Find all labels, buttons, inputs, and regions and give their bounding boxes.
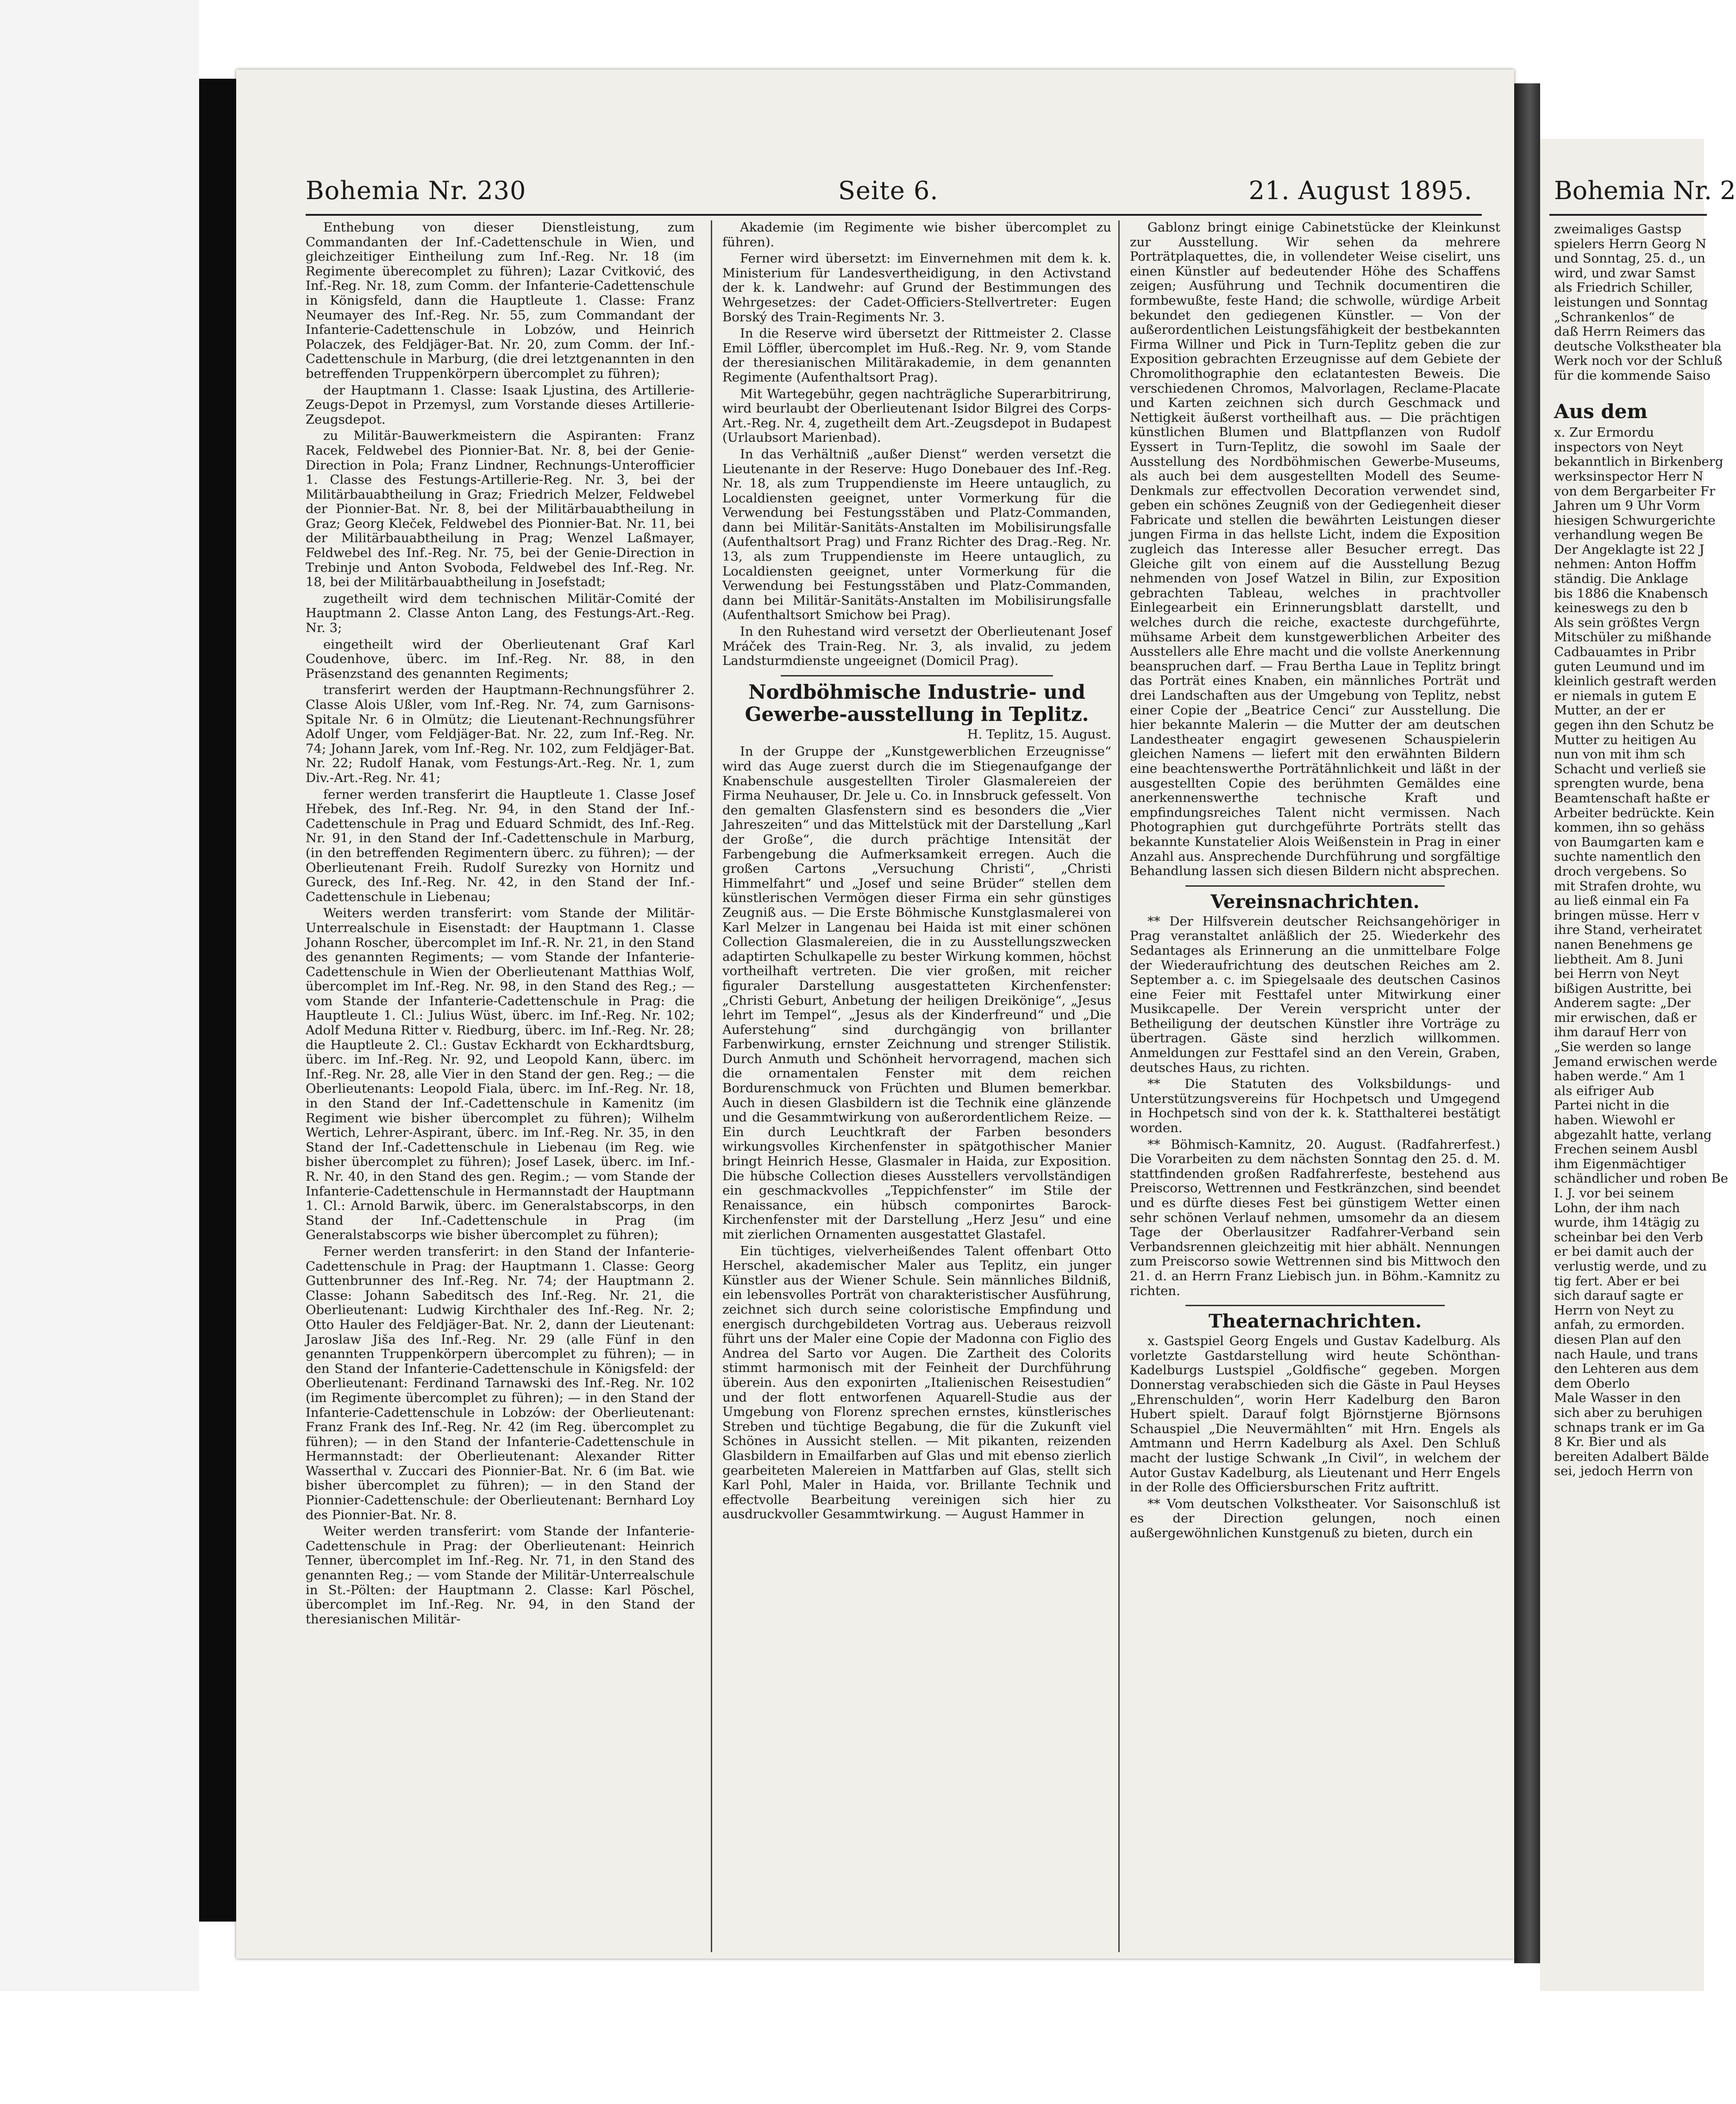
adjacent-text-line: Jahren um 9 Uhr Vorm [1554,498,1700,513]
adjacent-text-line: Schacht und verließ sie [1554,761,1706,776]
adjacent-text-line: guten Leumund und im [1554,659,1705,674]
adjacent-text-line: er niemals in gutem E [1554,688,1697,703]
adjacent-text-line: bißigen Austritte, bei [1554,981,1692,996]
scan-background-left [0,0,199,2104]
paragraph: Ferner werden transferirt: in den Stand der Infanterie-Cadettenschule in Prag: der Hauptmann 1. Classe: Georg Guttenbrunner des Inf.-Reg. Nr. 74; der Hauptmann 2. Classe: Johann Sabeditsch des Inf.-Reg. Nr. 21, die Oberlieutenant: Ludwig Kirchthaler des Inf.-Reg. Nr. 2; Otto Hauler des Feldjäger-Bat. Nr. 2, dann der Lieutenant: Jaroslaw Jiša des Inf.-Reg. Nr. 29 (alle Fünf in den genannten Truppenkörpern übercomplet zu führen); — in den Stand der Infanterie-Cadettenschule in Königsfeld: der Oberlieutenant: Ferdinand Tarnawski des Inf.-Reg. Nr. 102 (im Regimente übercomplet zu führen); — in den Stand der Infanterie-Cadettenschule in Lobzów: der Oberlieutenant: Franz Frank des Inf.-Reg. Nr. 42 (im Reg. übercomplet zu führen); — in den Stand der Infanterie-Cadettenschule in Hermannstadt: der Oberlieutenant: Alexander Ritter Wasserthal v. Zuccari des Pionnier-Bat. Nr. 6 (im Bat. wie bisher übercomplet zu führen); — in den Stand der Pionnier-Cadettenschule: der Oberlieutenant: Bernhard Loy des Pionnier-Bat. Nr. 8. [306,1244,695,1522]
adjacent-text-line: Male Wasser in den [1554,1390,1681,1406]
paragraph: Weiter werden transferirt: vom Stande der Infanterie-Cadettenschule in Prag: der Oberlieutenant: Heinrich Tenner, übercomplet im Inf.-Reg. Nr. 71, in den Stand des genannten Reg.; — vom Stande der Militär-Unterrealschule in St.-Pölten: der Hauptmann 2. Classe: Karl Pöschel, übercomplet im Inf.-Reg. Nr. 94, in den Stand der theresianischen Militär- [306,1524,695,1627]
adjacent-text-line: suchte namentlich den [1554,849,1701,864]
paragraph: zu Militär-Bauwerkmeistern die Aspiranten: Franz Racek, Feldwebel des Pionnier-Bat. Nr. 8, bei der Genie-Direction in Pola; Franz Lindner, Rechnungs-Unterofficier 1. Classe des Festungs-Artillerie-Reg. Nr. 3, bei der Militärbauabtheilung in Graz; Friedrich Melzer, Feldwebel der Pionnier-Bat. Nr. 8, bei der Militärbauabtheilung in Graz; Georg Kleček, Feldwebel des Pionnier-Bat. Nr. 11, bei der Militärbauabtheilung in Prag; Wenzel Laßmayer, Feldwebel des Inf.-Reg. Nr. 75, bei der Genie-Direction in Trebinje und Anton Svoboda, Feldwebel des Inf.-Reg. Nr. 18, bei der Militärbauabtheilung in Josefstadt; [306,428,695,590]
adjacent-text-line: sprengten wurde, bena [1554,776,1704,791]
adjacent-header-rule [1549,214,1707,216]
paragraph: Gablonz bringt einige Cabinetstücke der Kleinkunst zur Ausstellung. Wir sehen da mehrere Porträtplaquettes, die, in vollendeter Weise ciselirt, uns einen Künstler auf bedeutender Höhe des Schaffens zeigen; Ausführung und Technik documentiren die formbewußte, feste Hand; die schwolle, würdige Arbeit bekundet den gediegenen Künstler. — Von der außerordentlichen Leistungsfähigkeit der bestbekannten Firma Willner und Pick in Turn-Teplitz geben die zur Exposition gebrachten Erzeugnisse auf dem Gebiete der Chromolithographie den eclatantesten Beweis. Die verschiedenen Chromos, Malvorlagen, Reclame-Placate und Karten zeichnen sich durch Geschmack und Nettigkeit äußerst vortheilhaft aus. — Die prächtigen künstlichen Blumen und Blattpflanzen von Rudolf Eyssert in Turn-Teplitz, die sowohl im Saale der Ausstellung des Nordböhmischen Gewerbe-Museums, als auch bei dem ausgestellten Modell des Seume-Denkmals zur effectvollen Decoration verwendet sind, geben ein schönes Zeugniß von der Gediegenheit dieser Fabricate und stellen die bewährten Leistungen dieser jungen Firma in das hellste Licht, indem die Exposition zugleich das Interesse aller Besucher erregt. Das Gleiche gilt von einem auf die Ausstellung Bezug nehmenden von Josef Watzel in Bilin, zur Exposition gebrachten Tableau, welches in prachtvoller Einlegearbeit ein Erinnerungsblatt darstellt, und welches durch die reiche, exacteste durchgeführte, mühsame Arbeit dem kunstgewerblichen Arbeiter des Ausstellers alle Ehre macht und die vollste Anerkennung beanspruchen darf. — Frau Bertha Laue in Teplitz bringt das Porträt eines Knaben, ein männliches Porträt und drei Landschaften aus der Umgebung von Teplitz, nebst einer Copie der „Beatrice Cenci“ zur Ausstellung. Die hier bekannte Malerin — die Mutter der am deutschen Landestheater engagirt gewesenen Schauspielerin gleichen Namens — liefert mit den erwähnten Bildern eine beachtenswerthe Porträtähnlichkeit und läßt in der ausgestellten Copie des berühmten Gemäldes eine anerkennenswerthe technische Kraft und empfindungsreiches Talent nicht vermissen. Nach Photographien gut durchgeführte Porträts stellt das bekannte Kunstatelier Alois Weißenstein in Prag in einer Anzahl aus. Ansprechende Durchführung und sorgfältige Behandlung lassen sich diesen Bildern nicht absprechen. [1130,220,1500,879]
adjacent-text-line: kleinlich gestraft werden [1554,674,1717,689]
adjacent-text-line: nehmen: Anton Hoffm [1554,557,1697,572]
paragraph: zugetheilt wird dem technischen Militär-Comité der Hauptmann 2. Classe Anton Lang, des Festungs-Art.-Reg. Nr. 3; [306,591,695,636]
adjacent-text-line: schnaps trank er im Ga [1554,1420,1705,1435]
adjacent-text-line: hiesigen Schwurgerichte [1554,513,1716,528]
paragraph: Mit Wartegebühr, gegen nachträgliche Superarbitrirung, wird beurlaubt der Oberlieutenant Isidor Bilgrei des Corps-Art.-Reg. Nr. 4, zugetheilt dem Art.-Zeugsdepot in Budapest (Urlaubsort Marienbad). [722,386,1111,445]
adjacent-text-line: Aus dem [1554,400,1648,423]
paragraph: x. Gastspiel Georg Engels und Gustav Kadelburg. Als vorletzte Gastdarstellung wird heute Schönthan-Kadelburgs Lustspiel „Goldfische“ gegeben. Morgen Donnerstag verabschieden sich die Gäste in Paul Heyses „Ehrenschulden“, worin Herr Kadelburg den Baron Hubert spielt. Darauf folgt Björnstjerne Björnsons Schauspiel „Die Neuvermählten“ mit Hrn. Engels als Amtmann und Herrn Kadelburg als Axel. Den Schluß macht der lustige Schwank „In Civil“, in welchem der Autor Gustav Kadelburg, als Lieutenant und Herr Engels in der Rolle des Officiersburschen Fritz auftritt. [1130,1334,1500,1495]
adjacent-text-line: er bei damit auch der [1554,1244,1694,1259]
adjacent-text-line: tig fert. Aber er bei [1554,1273,1680,1289]
paragraph: In die Reserve wird übersetzt der Rittmeister 2. Classe Emil Löffler, übercomplet im Huß.-Reg. Nr. 9, vom Stande der theresianischen Militärakademie, in dem genannten Regimente (Aufenthaltsort Prag). [722,326,1111,385]
adjacent-text-line [1554,383,1707,398]
adjacent-text-line: spielers Herrn Georg N [1554,236,1707,251]
adjacent-text-line: bis 1886 die Knabensch [1554,586,1708,601]
section-heading-vereinsnachrichten: Vereinsnachrichten. [1210,890,1420,913]
adjacent-text-line: ihm Eigenmächtiger [1554,1156,1686,1171]
adjacent-text-line: verhandlung wegen Be [1554,527,1703,543]
paragraph: ** Böhmisch-Kamnitz, 20. August. (Radfahrerfest.) Die Vorarbeiten zu dem nächsten Sonntag den 25. d. M. stattfindenden großen Radfahrerfeste, bestehend aus Preiscorso, Wettrennen und Festkränzchen, sind beendet und es dürfte dieses Fest bei günstigem Wetter einen sehr schönen Verlauf nehmen, umsomehr da an diesem Tage der Oberlausitzer Radfahrer-Verband sein Verbandsrennen gleichzeitig mit hier abhält. Nennungen zum Preiscorso sowie Wettrennen sind bis Mittwoch den 21. d. an Herrn Franz Liebisch jun. in Böhm.-Kamnitz zu richten. [1130,1137,1500,1298]
adjacent-text-line: verlustig werde, und zu [1554,1259,1707,1274]
section-heading-theaternachrichten: Theaternachrichten. [1208,1310,1422,1333]
page-header [296,176,1473,218]
adjacent-text-line: den Lehteren aus dem [1554,1361,1699,1377]
adjacent-text-line: nanen Benehmens ge [1554,937,1693,952]
adjacent-text-line: „Sie werden so lange [1554,1039,1692,1055]
adjacent-text-line: haben werde.“ Am 1 [1554,1069,1686,1084]
adjacent-text-line: als Friedrich Schiller, [1554,280,1693,295]
adjacent-text-line: I. J. vor bei seinem [1554,1186,1674,1201]
adjacent-text-line: und Sonntag, 25. d., un [1554,251,1705,266]
adjacent-text-line: Frechen seinem Ausbl [1554,1142,1698,1157]
paragraph: Ferner wird übersetzt: im Einvernehmen mit dem k. k. Ministerium für Landesvertheidigung, in den Activstand der k. k. Landwehr: auf Grund der Bestimmungen des Wehrgesetzes: der Cadet-Officiers-Stellvertreter: Eugen Borský des Train-Regiments Nr. 3. [722,251,1111,325]
paragraph: Enthebung von dieser Dienstleistung, zum Commandanten der Inf.-Cadettenschule in Wien, und gleichzeitiger Eintheilung zum Inf.-Reg. Nr. 18 (im Regimente überecomplet zu führen); Lazar Cvitković, des Inf.-Reg. Nr. 18, zum Comm. der Infanterie-Cadettenschule in Königsfeld, dann die Hauptleute 1. Classe: Franz Neumayer des Inf.-Reg. Nr. 55, zum Commandant der Infanterie-Cadettenschule in Lobzów, und Heinrich Polaczek, des Feldjäger-Bat. Nr. 20, zum Comm. der Inf.-Cadettenschule in Marburg, (die drei letztgenannten in den betreffenden Truppenkörpern übercomplet zu führen); [306,220,695,381]
column-3 [1130,220,1500,1952]
adjacent-text-line: Partei nicht in die [1554,1098,1670,1113]
adjacent-text-line: Jemand erwischen werde [1554,1054,1717,1069]
adjacent-text-line: nun von mit ihm sch [1554,747,1686,762]
paragraph: der Hauptmann 1. Classe: Isaak Ljustina, des Artillerie-Zeugs-Depot in Przemysl, zum Vorstande dieses Artillerie-Zeugsdepot. [306,382,695,427]
adjacent-text-line: schändlicher und roben Be [1554,1171,1729,1186]
section-separator [1185,1305,1445,1306]
paragraph: ** Die Statuten des Volksbildungs- und Unterstützungsvereins für Hochpetsch und Umgegend in Hochpetsch sind von der k. k. Statthalterei bestätigt worden. [1130,1077,1500,1136]
adjacent-text-line: anfah, zu ermorden. [1554,1317,1685,1333]
adjacent-page-header: Bohemia Nr. 2 [1554,176,1736,205]
adjacent-text-line: diesen Plan auf den [1554,1332,1681,1347]
header-masthead: Bohemia Nr. 230 [306,176,526,205]
header-date: 21. August 1895. [1248,176,1473,205]
adjacent-text-line: inspectors von Neyt [1554,439,1683,455]
section-separator [1185,885,1445,887]
paragraph: transferirt werden der Hauptmann-Rechnungsführer 2. Classe Alois Ußler, vom Inf.-Reg. Nr. 74, zum Garnisons-Spitale Nr. 6 in Olmütz; die Lieutenant-Rechnungsführer Adolf Unger, vom Feldjäger-Bat. Nr. 22, zum Inf.-Reg. Nr. 74; Johann Jarek, vom Inf.-Reg. Nr. 102, zum Feldjäger-Bat. Nr. 22; Rudolf Hanak, vom Festungs-Art.-Reg. Nr. 1, zum Div.-Art.-Reg. Nr. 41; [306,683,695,785]
adjacent-text-line: Cadbauamtes in Pribr [1554,645,1696,660]
adjacent-text-line: werksinspector Herr N [1554,469,1704,484]
adjacent-text-line: für die kommende Saiso [1554,368,1711,383]
adjacent-text-line: Mutter zu heitigen Au [1554,732,1697,747]
adjacent-text-line: von dem Bergarbeiter Fr [1554,483,1716,499]
adjacent-text-line: au ließ einmal ein Fa [1554,893,1689,908]
paragraph: In der Gruppe der „Kunstgewerblichen Erzeugnisse“ wird das Auge zuerst durch die im Stiegenaufgange der Knabenschule ausgestellten Tiroler Glasmalereien der Firma Neuhauser, Dr. Jele u. Co. in Innsbruck gefesselt. Von den gemalten Glasfenstern sind es besonders die „Vier Jahreszeiten“ und das Mittelstück mit der Darstellung „Karl der Große“, die durch prächtige Intensität der Farbengebung die Aufmerksamkeit erregen. Auch die großen Cartons „Versuchung Christi“, „Christi Himmelfahrt“ und „Josef und seine Brüder“ stellen dem künstlerischen Vermögen dieser Firma ein sehr günstiges Zeugniß aus. — Die Erste Böhmische Kunstglasmalerei von Karl Melzer in Langenau bei Haida ist mit einer schönen Collection Glasmalereien, die in zu Ausstellungszwecken adaptirten Schulkapelle zu bester Wirkung kommen, höchst vortheilhaft vertreten. Die vier großen, mit reicher figuraler Darstellung ausgestatteten Kirchenfenster: „Christi Geburt, Anbetung der heiligen Dreikönige“, „Jesus lehrt im Tempel“, „Jesus als der Kinderfreund“ und „Die Auferstehung“ sind durchgängig von brillanter Farbenwirkung, ernster Zeichnung und strenger Stilistik. Durch Anmuth und Schönheit hervorragend, machen sich die ornamentalen Fenster mit dem reichen Bordurenschmuck von Früchten und Blumen bemerkbar. Auch in diesen Glasbildern ist die Technik eine glänzende und die Gesammtwirkung von außerordentlichem Reize. — Ein durch Leuchtkraft der Farben besonders wirkungsvolles Kirchenfenster in spätgothischer Manier bringt Heinrich Hesse, Glasmaler in Haida, zur Exposition. Die hübsche Collection dieses Ausstellers vervollständigen ein geschmackvolles „Teppichfenster“ im Stile der Renaissance, ein hübsch componirtes Barock-Kirchenfenster mit der Darstellung „Herz Jesu“ und eine mit zierlichen Ornamenten ausgestattet Glastafel. [722,744,1111,1242]
adjacent-text-line: scheinbar bei den Verb [1554,1229,1703,1245]
adjacent-text-line: Beamtenschaft haßte er [1554,790,1710,806]
article-dateline: H. Teplitz, 15. August. [967,726,1111,742]
adjacent-text-line: sich darauf sagte er [1554,1288,1683,1303]
adjacent-text-line: sei, jedoch Herrn von [1554,1464,1693,1479]
adjacent-text-line: Als sein größtes Vergn [1554,615,1700,630]
adjacent-page-text [1554,222,1729,1479]
paragraph: eingetheilt wird der Oberlieutenant Graf Karl Coudenhove, überc. im Inf.-Reg. Nr. 88, in den Präsenzstand des genannten Regiments; [306,637,695,681]
adjacent-text-line: Werk noch vor der Schluß [1554,353,1723,369]
adjacent-text-line: liebtheit. Am 8. Juni [1554,952,1683,967]
paragraph: In das Verhältniß „außer Dienst“ werden versetzt die Lieutenante in der Reserve: Hugo Donebauer des Inf.-Reg. Nr. 18, als zum Truppendienste im Heere untauglich, zu Localdiensten geeignet, unter Vormerkung für die Verwendung bei Festungsstäben und Platz-Commanden, dann bei Militär-Sanitäts-Anstalten im Mobilisirungsfalle (Aufenthaltsort Prag) und Franz Richter des Drag.-Reg. Nr. 13, als zum Truppendienste im Heere untauglich, zu Localdiensten geeignet, unter Vormerkung für die Verwendung bei Festungsstäben und Platz-Commanden, dann bei Militär-Sanitäts-Anstalten im Mobilisirungsfalle (Aufenthaltsort Smichow bei Prag). [722,446,1111,623]
adjacent-text-line: leistungen und Sonntag [1554,294,1708,310]
adjacent-text-line: 8 Kr. Bier und als [1554,1434,1667,1450]
adjacent-text-line: mit Strafen drohte, wu [1554,878,1702,894]
adjacent-text-line: Anderem sagte: „Der [1554,996,1691,1011]
adjacent-text-line: wurde, ihm 14tägig zu [1554,1215,1700,1230]
article-separator [781,675,1053,676]
adjacent-text-line: sich aber zu beruhigen [1554,1405,1703,1420]
adjacent-text-line: ihm darauf Herr von [1554,1025,1687,1040]
adjacent-text-line: Herrn von Neyt zu [1554,1302,1674,1318]
column-divider [711,220,712,1952]
adjacent-text-line: x. Zur Ermordu [1554,425,1655,440]
book-edge [199,79,236,1922]
adjacent-text-line: Arbeiter bedrückte. Kein [1554,805,1715,820]
scan-background-bottom [0,1991,1704,2104]
adjacent-text-line: ihre Stand, verheiratet [1554,922,1702,938]
adjacent-text-line: droch vergebens. So [1554,864,1687,879]
adjacent-text-line: bereiten Adalbert Bälde [1554,1449,1709,1464]
adjacent-text-line: bringen müsse. Herr v [1554,908,1700,923]
column-1 [306,220,695,1952]
adjacent-text-line: Mutter, an der er [1554,703,1665,718]
adjacent-text-line: ständig. Die Anklage [1554,571,1688,587]
paragraph: ** Vom deutschen Volkstheater. Vor Saisonschluß ist es der Direction gelungen, noch einen außergewöhnlichen Kunstgenuß zu bieten, durch ein [1130,1496,1500,1540]
paragraph: Akademie (im Regimente wie bisher übercomplet zu führen). [722,220,1111,250]
paragraph: ** Der Hilfsverein deutscher Reichsangehöriger in Prag veranstaltet anläßlich der 25. Wiederkehr des Sedantages als Erinnerung an die unmittelbare Folge der Wiederaufrichtung des deutschen Reiches am 2. September a. c. im Spiegelsaale des deutschen Casinos eine Feier mit Festtafel unter Mitwirkung einer Musikcapelle. Der Verein verspricht unter der Betheiligung der deutschen Künstler ihre Vorträge zu übertragen. Gäste sind herzlich willkommen. Anmeldungen zur Festtafel sind an den Verein, Graben, deutsches Haus, zu richten. [1130,914,1500,1075]
adjacent-text-line: als eifriger Aub [1554,1083,1655,1098]
adjacent-text-line: kommen, ihn so gehäss [1554,820,1705,835]
adjacent-text-line: wird, und zwar Samst [1554,265,1696,281]
adjacent-text-line: von Baumgarten kam e [1554,834,1705,850]
paragraph: ferner werden transferirt die Hauptleute 1. Classe Josef Hřebek, des Inf.-Reg. Nr. 94, in den Stand der Inf.-Cadettenschule in Prag und Eduard Schmidt, des Inf.-Reg. Nr. 91, in den Stand der Inf.-Cadettenschule in Marburg, (in den betreffenden Regimentern überc. zu führen); — der Oberlieutenant Freih. Rudolf Surezky von Hornitz und Gureck, des Inf.-Reg. Nr. 42, in den Stand der Inf.-Cadettenschule in Liebenau; [306,787,695,904]
adjacent-text-line: bei Herrn von Neyt [1554,966,1679,982]
adjacent-text-line: keineswegs zu den b [1554,601,1688,616]
adjacent-text-line: „Schrankenlos“ de [1554,309,1675,325]
paragraph: Weiters werden transferirt: vom Stande der Militär-Unterrealschule in Eisenstadt: der Hauptmann 1. Classe Johann Roscher, übercomplet im Inf.-R. Nr. 21, in den Stand des genannten Regiments; — vom Stande der Infanterie-Cadettenschule in Wien der Oberlieutenant Matthias Wolf, übercomplet im Inf.-Reg. Nr. 98, in den Stand des Reg.; — vom Stande der Infanterie-Cadettenschule in Prag: die Hauptleute 1. Cl.: Julius Wüst, überc. im Inf.-Reg. Nr. 102; Adolf Meduna Ritter v. Riedburg, überc. im Inf.-Reg. Nr. 28; die Hauptleute 2. Cl.: Gustav Eckhardt von Eckhardtsburg, überc. im Inf.-Reg. Nr. 92, und Leopold Kann, überc. im Inf.-Reg. Nr. 28, alle Vier in den Stand der gen. Reg.; — die Oberlieutenants: Leopold Fiala, überc. im Inf.-Reg. Nr. 18, in den Stand der Inf.-Cadettenschule in Kamenitz (im Regiment wie bisher übercomplet zu führen); Wilhelm Wertich, Lehrer-Aspirant, überc. im Inf.-Reg. Nr. 35, in den Stand der Inf.-Cadettenschule in Liebenau (im Reg. wie bisher übercomplet zu führen); Josef Lasek, überc. im Inf.-R. Nr. 40, in den Stand des gen. Regim.; — vom Stande der Infanterie-Cadettenschule in Hermannstadt der Hauptmann 1. Cl.: Arnold Barwik, überc. im Generalstabscorps, in den Stand der Inf.-Cadettenschule in Prag (im Generalstabscorps wie bisher übercomplet zu führen); [306,906,695,1243]
column-2 [722,220,1111,1952]
article-headline: Nordböhmische Industrie- und Gewerbe-ausstellung in Teplitz. [745,680,1089,726]
adjacent-text-line: gegen ihn den Schutz be [1554,718,1714,733]
column-divider [1118,220,1120,1952]
adjacent-text-line: Der Angeklagte ist 22 J [1554,542,1705,557]
paragraph: Ein tüchtiges, vielverheißendes Talent offenbart Otto Herschel, akademischer Maler aus Teplitz, ein junger Künstler aus der Wiener Schule. Sein männliches Bildniß, ein lebensvolles Porträt von charakteristischer Ausführung, zeichnet sich durch seine coloristische Empfindung und energisch durchgebildeten Vortrag aus. Ueberaus reizvoll führt uns der Maler eine Copie der Madonna con Figlio des Andrea del Sarto vor Augen. Die Zartheit des Colorits stimmt harmonisch mit der Feinheit der Durchführung überein. Aus den exponirten „Italienischen Reisestudien“ und der flott entworfenen Aquarell-Studie aus der Umgebung von Florenz sprechen ernstes, künstlerisches Streben und tüchtige Begabung, die für die Zukunft viel Schönes in Aussicht stellen. — Mit pikanten, reizenden Glasbildern in Emailfarben auf Glas und mit ebenso zierlich gearbeiteten Malereien in Mattfarben auf Glas, stellt sich Karl Pohl, Maler in Haida, vor. Brillante Technik und effectvolle Bearbeitung vereinigen sich hier zu ausdruckvoller Gesammtwirkung. — August Hammer in [722,1243,1111,1522]
adjacent-text-line: Mitschüler zu mißhande [1554,630,1711,645]
adjacent-text-line: haben. Wiewohl er [1554,1113,1675,1128]
adjacent-text-line: bekanntlich in Birkenberg [1554,454,1723,470]
adjacent-text-line: Lohn, der ihm nach [1554,1200,1680,1215]
adjacent-text-line: dem Oberlo [1554,1376,1630,1391]
adjacent-text-line: daß Herrn Reimers das [1554,324,1705,339]
adjacent-text-line: zweimaliges Gastsp [1554,222,1682,237]
adjacent-text-line: nach Haule, und trans [1554,1346,1698,1362]
header-page-number: Seite 6. [838,176,939,205]
adjacent-text-line: deutsche Volkstheater bla [1554,338,1722,354]
header-rule [306,214,1482,216]
book-gutter [1514,83,1540,1963]
adjacent-text-line: mir erwischen, daß er [1554,1010,1697,1025]
adjacent-page [1540,139,1736,1991]
adjacent-text-line: abgezahlt hatte, verlang [1554,1127,1712,1142]
paragraph: In den Ruhestand wird versetzt der Oberlieutenant Josef Mráček des Train-Reg. Nr. 3, als invalid, zu jedem Landsturmdienste ungeeignet (Domicil Prag). [722,624,1111,669]
